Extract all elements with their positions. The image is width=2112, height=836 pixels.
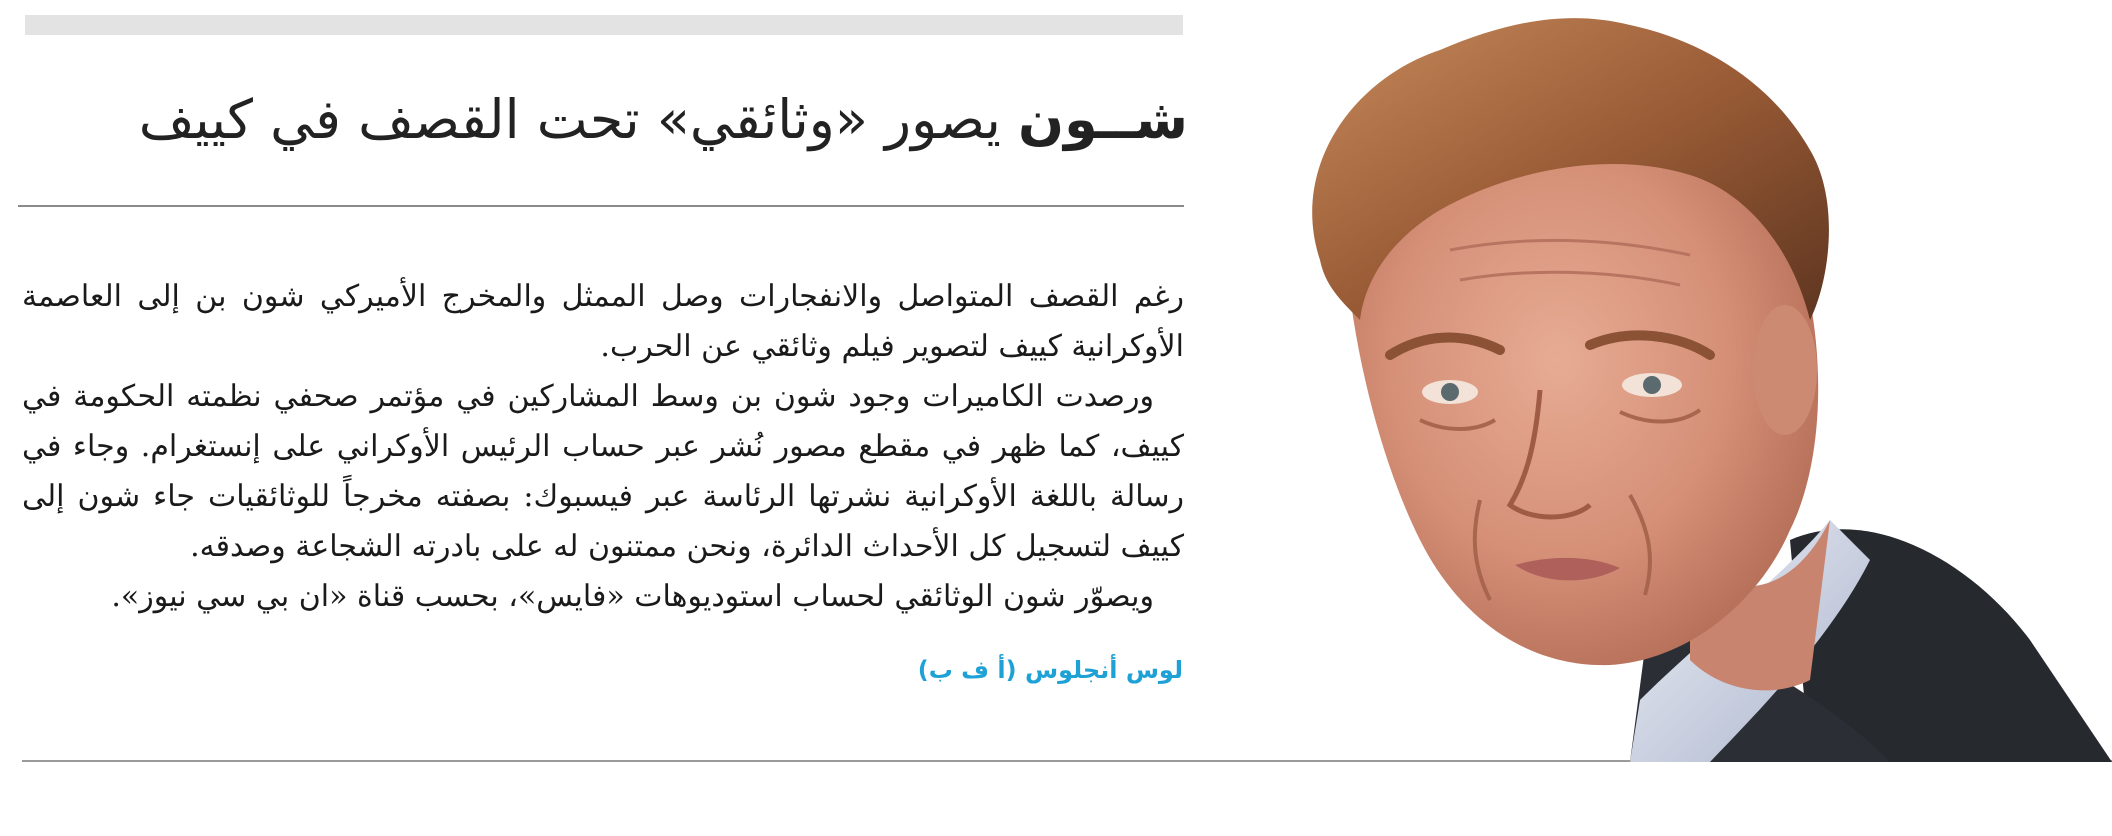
portrait-photo (1270, 0, 2112, 762)
headline-divider (18, 205, 1184, 207)
paragraph-1: رغم القصف المتواصل والانفجارات وصل الممثل والمخرج الأميركي شون بن إلى العاصمة الأوكرانية كييف لتصوير فيلم وثائقي عن الحرب. (22, 279, 1184, 364)
headline-rest: يصور «وثائقي» تحت القصف في كييف (138, 88, 1019, 151)
paragraph-3: ويصوّر شون الوثائقي لحساب استوديوهات «فايس»، بحسب قناة «ان بي سي نيوز». (111, 579, 1154, 614)
headline (25, 70, 1188, 170)
dateline-credit: لوس أنجلوس (أ ف ب) (917, 656, 1183, 684)
headline-name: شــون (1018, 88, 1188, 151)
top-decorative-bar (25, 15, 1183, 35)
article-body (22, 272, 1184, 622)
paragraph-2: ورصدت الكاميرات وجود شون بن وسط المشاركين في مؤتمر صحفي نظمته الحكومة في كييف، كما ظهر في مقطع مصور نُشر عبر حساب الرئيس الأوكراني على إنستغرام. وجاء في رسالة باللغة الأوكرانية نشرتها الرئاسة عبر فيسبوك: بصفته مخرجاً للوثائقيات جاء شون إلى كييف لتسجيل كل الأحداث الدائرة، ونحن ممتنون له على بادرته الشجاعة وصدقه. (22, 379, 1184, 564)
